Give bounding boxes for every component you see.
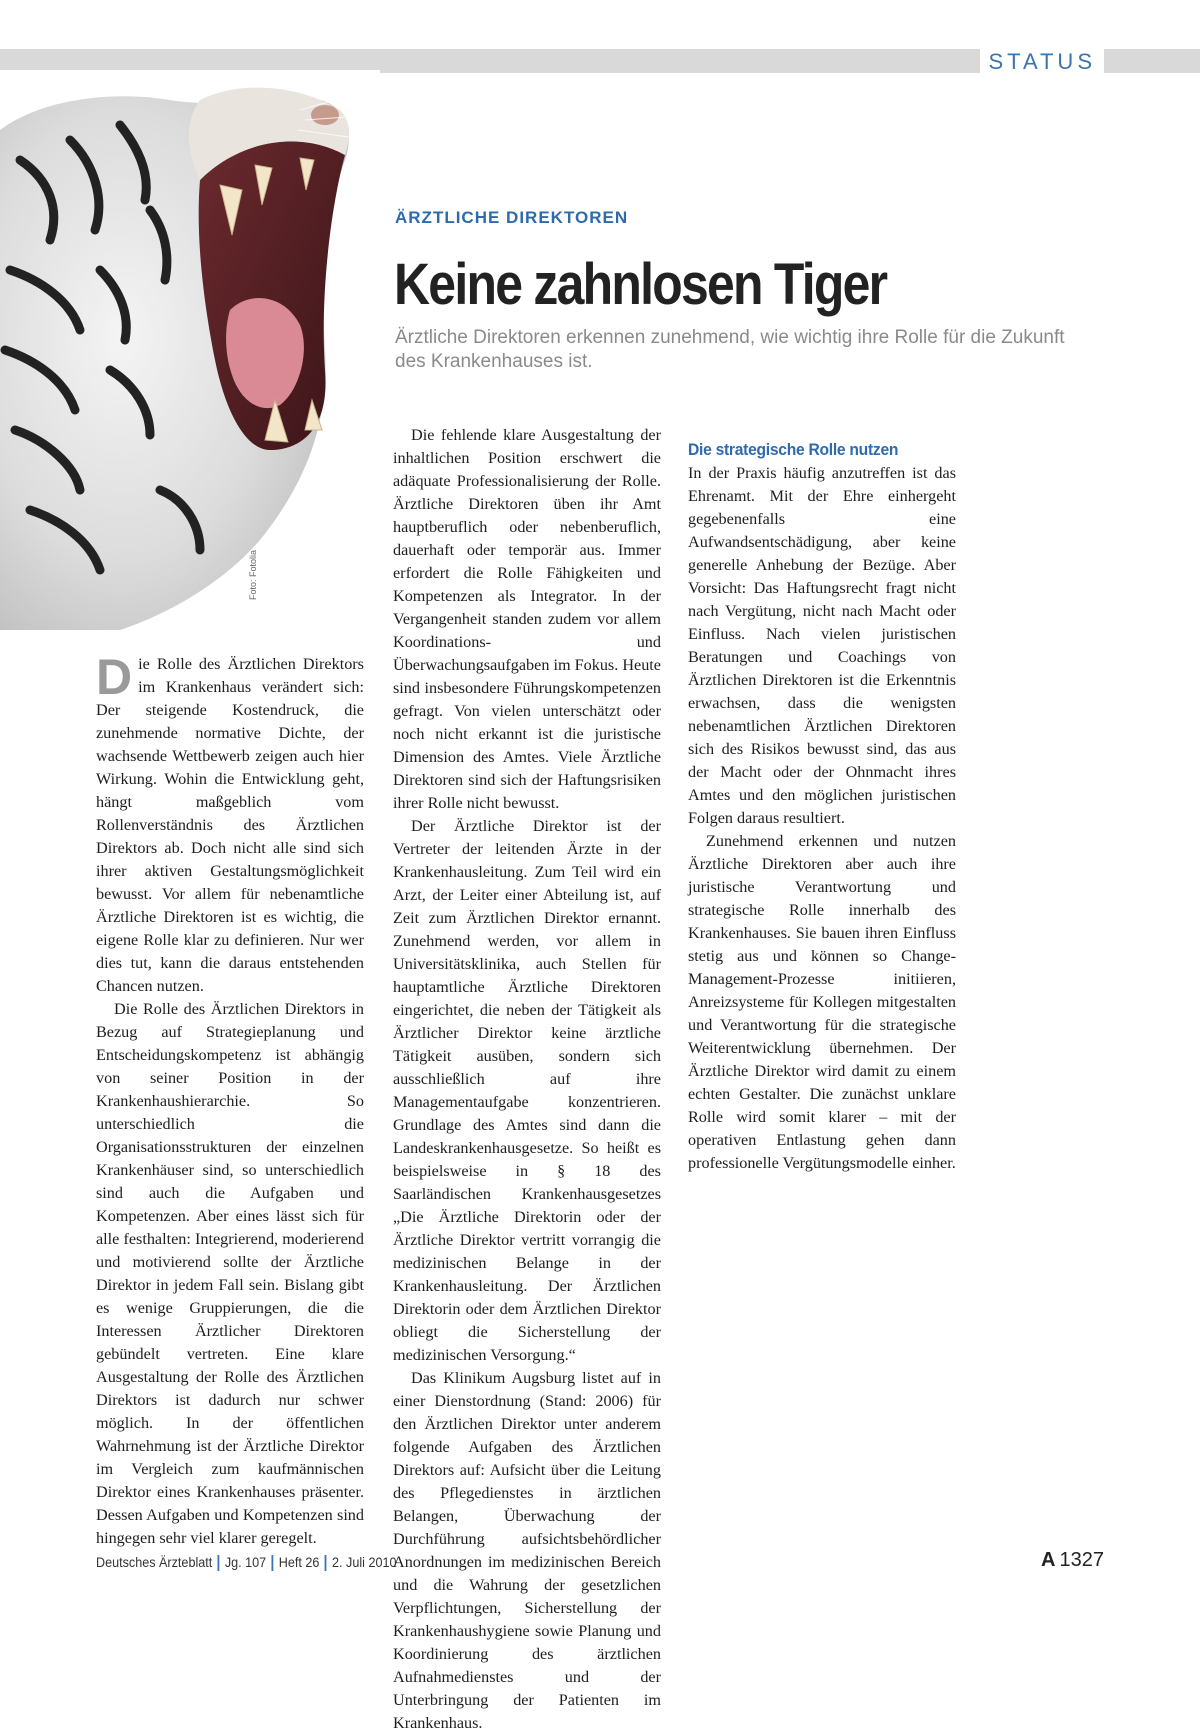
paragraph: Zunehmend erkennen und nutzen Ärztliche Direktoren aber auch ihre juristische Verantwortung und strategische Rolle innerhalb des Krankenhauses. Sie bauen ihren Einfluss stetig aus und können so Change-Management-Prozesse initiieren, Anreizsysteme für Kollegen mitgestalten und Verantwortung für die strategische Weiterentwicklung übernehmen. Der Ärztliche Direktor wird damit zu einem echten Gestalter. Die zunächst unklare Rolle wird somit klarer – mit der operativen Entlastung gehen dann professionelle Vergütungsmodelle einher. bbox=[688, 832, 956, 1172]
separator bbox=[218, 1555, 220, 1571]
kicker: ÄRZTLICHE DIREKTOREN bbox=[395, 208, 629, 227]
tiger-image bbox=[0, 70, 380, 630]
page-number bbox=[1041, 1549, 1104, 1572]
journal-name: Deutsches Ärzteblatt bbox=[96, 1554, 213, 1570]
lead-text: Ärztliche Direktoren erkennen zunehmend, wie wichtig ihre Rolle für die Zukunft des Krankenhauses ist. bbox=[395, 327, 1065, 372]
footer-citation bbox=[96, 1554, 396, 1571]
volume: Jg. 107 bbox=[224, 1554, 267, 1570]
separator bbox=[272, 1555, 274, 1571]
paragraph: Das Klinikum Augsburg listet auf in einer Dienstordnung (Stand: 2006) für den Ärztlichen Direktor unter anderem folgende Aufgaben des Ärztlichen Direktors auf: Aufsicht über die Leitung des Pflegedienstes in ärztlichen Belangen, Überwachung der Durchführung aufsichtsbehördlicher Anordnungen im medizinischen Bereich und die Wahrung der gesetzlichen Verpflichtungen, Sicherstellung der Krankenhaushygiene sowie Planung und Koordinierung des ärztlichen Aufnahmedienstes und der Unterbringung der Patienten im Krankenhaus. bbox=[393, 1369, 661, 1732]
section-label: STATUS bbox=[980, 48, 1104, 76]
paragraph bbox=[96, 649, 364, 998]
paragraph: Die fehlende klare Ausgestaltung der inhaltlichen Position erschwert die adäquate Professionalisierung der Rolle. Ärztliche Direktoren üben ihr Amt hauptberuflich oder nebenberuflich, dauerhaft oder temporär aus. Immer erfordert die Rolle Fähigkeiten und Kompetenzen als Integrator. In der Vergangenheit standen zudem vor allem Koordinations- und Überwachungsaufgaben im Fokus. Heute sind insbesondere Führungskompetenzen gefragt. Von vielen unterschätzt oder noch nicht erkannt ist die juristische Dimension des Amtes. Viele Ärztliche Direktoren sind sich der Haftungsrisiken ihrer Rolle nicht bewusst. bbox=[393, 426, 661, 812]
paragraph: In der Praxis häufig anzutreffen ist das Ehrenamt. Mit der Ehre einhergeht gegebenenfalls eine Aufwandsentschädigung, aber keine generelle Anhebung der Bezüge. Aber Vorsicht: Das Haftungsrecht fragt nicht nach Vergütung, nicht nach Macht oder Einfluss. Nach vielen juristischen Beratungen und Coachings von Ärztlichen Direktoren ist die Erkenntnis erwachsen, dass die wenigsten nebenamtlichen Ärztlichen Direktoren sich des Risikos bewusst sind, das aus der Macht oder der Ohnmacht ihres Amtes und den möglichen juristischen Folgen daraus resultiert. bbox=[688, 464, 956, 827]
page-letter: A bbox=[1041, 1549, 1056, 1571]
column-1 bbox=[96, 649, 364, 1550]
issue: Heft 26 bbox=[278, 1554, 320, 1570]
headline: Keine zahnlosen Tiger bbox=[394, 252, 887, 317]
issue-date: 2. Juli 2010 bbox=[332, 1554, 397, 1570]
drop-cap: D bbox=[96, 649, 133, 705]
photo-credit: Foto: Fotolia bbox=[248, 549, 258, 600]
paragraph-text: ie Rolle des Ärztlichen Direktors im Krankenhaus verändert sich: Der steigende Kostendruck, die zunehmende normative Dichte, der wachsende Wettbewerb zeigen auch hier Wirkung. Wohin die Entwicklung geht, hängt maßgeblich vom Rollenverständnis des Ärztlichen Direktors ab. Doch nicht alle sind sich ihrer aktiven Gestaltungsmöglichkeit bewusst. Vor allem für nebenamtliche Ärztliche Direktoren ist es wichtig, die eigene Rolle klar zu definieren. Nur wer dies tut, kann die daraus entstehenden Chancen nutzen. bbox=[96, 655, 364, 995]
paragraph: Die Rolle des Ärztlichen Direktors in Bezug auf Strategieplanung und Entscheidungskompetenz ist abhängig von seiner Position in der Krankenhaushierarchie. So unterschiedlich die Organisationsstrukturen der einzelnen Krankenhäuser sind, so unterschiedlich sind auch die Aufgaben und Kompetenzen. Aber eines lässt sich für alle festhalten: Integrierend, moderierend und motivierend sollte der Ärztliche Direktor in jedem Fall sein. Bislang gibt es wenige Gruppierungen, die die Interessen Ärztlicher Direktoren gebündelt vertreten. Eine klare Ausgestaltung der Rolle des Ärztlichen Direktors ist dadurch nur schwer möglich. In der öffentlichen Wahrnehmung ist der Ärztliche Direktor im Vergleich zum kaufmännischen Direktor eines Krankenhauses präsenter. Dessen Aufgaben und Kompetenzen sind hingegen sehr viel klarer geregelt. bbox=[96, 1000, 364, 1547]
column-2 bbox=[393, 424, 661, 1735]
tiger-photo bbox=[0, 70, 380, 630]
page-number-value: 1327 bbox=[1059, 1549, 1104, 1571]
subheading: Die strategische Rolle nutzen bbox=[688, 440, 899, 459]
separator bbox=[325, 1555, 327, 1571]
paragraph: Der Ärztliche Direktor ist der Vertreter der leitenden Ärzte in der Krankenhausleitung. Zum Teil wird ein Arzt, der Leiter einer Abteilung ist, auf Zeit zum Ärztlichen Direktor ernannt. Zunehmend werden, vor allem in Universitätsklinika, auch Stellen für hauptamtliche Ärztliche Direktoren eingerichtet, die neben der Tätigkeit als Ärztlicher Direktor keine ärztliche Tätigkeit ausüben, sondern sich ausschließlich auf ihre Managementaufgabe konzentrieren. Grundlage des Amtes sind dann die Landeskrankenhausgesetze. So heißt es beispielsweise in § 18 des Saarländischen Krankenhausgesetzes „Die Ärztliche Direktorin oder der Ärztliche Direktor vertritt vorrangig die medizinischen Belange in der Krankenhausleitung. Der Ärztlichen Direktorin oder dem Ärztlichen Direktor obliegt die Sicherstellung der medizinischen Versorgung.“ bbox=[393, 817, 661, 1364]
column-3 bbox=[688, 424, 956, 1175]
